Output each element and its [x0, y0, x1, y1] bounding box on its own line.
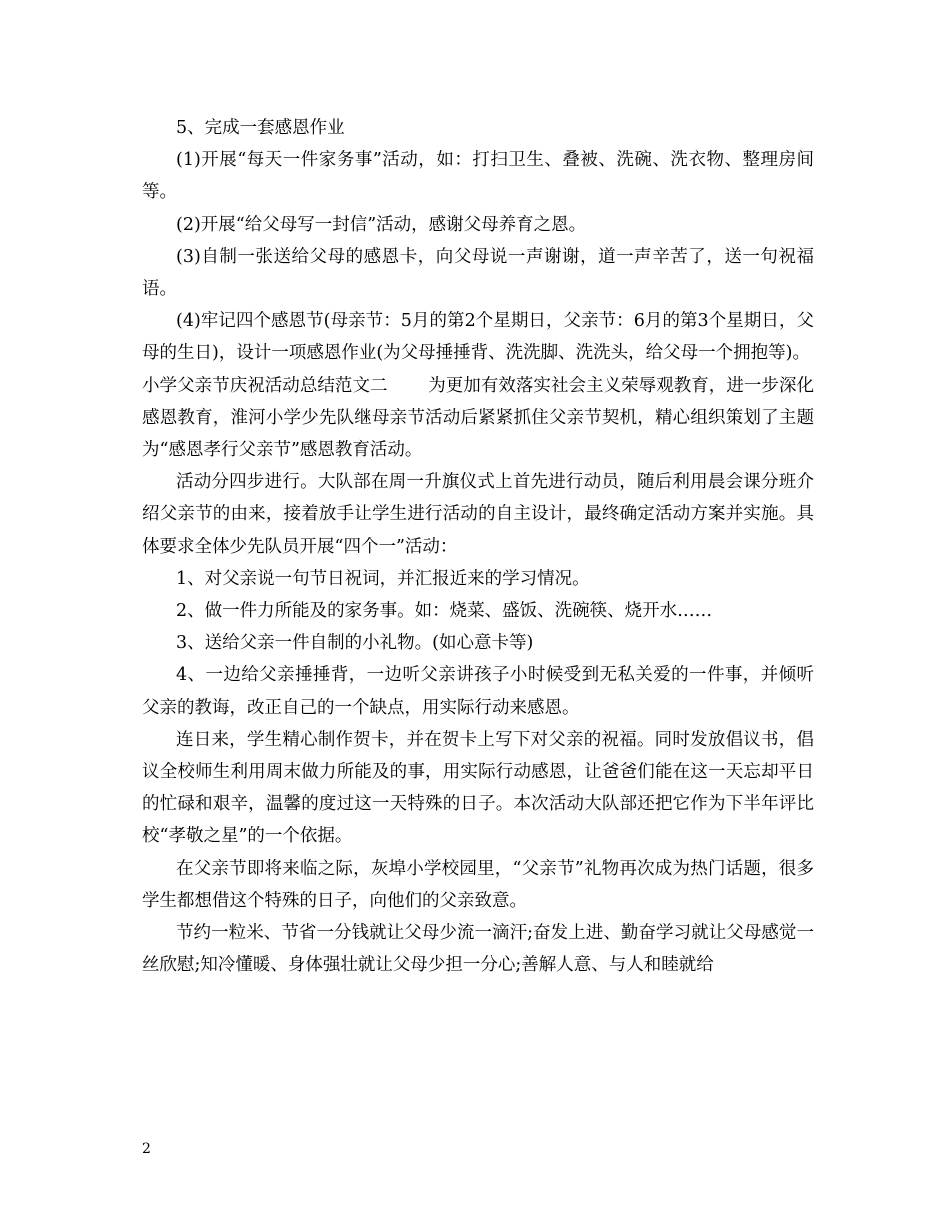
page-number: 2: [142, 1141, 151, 1157]
paragraph-9: 2、做一件力所能及的家务事。如：烧菜、盛饭、洗碗筷、烧开水……: [176, 601, 713, 622]
paragraph-12: 连日来，学生精心制作贺卡，并在贺卡上写下对父亲的祝福。同时发放倡议书，倡议全校师生利用周末做力所能及的事，用实际行动感恩，让爸爸们能在这一天忘却平日的忙碌和艰辛，温馨的度过这一天特殊的日子。本次活动大队部还把它作为下半年评比校“孝敬之星”的一个依据。: [142, 729, 814, 847]
paragraph-13: 在父亲节即将来临之际，灰埠小学校园里，“父亲节”礼物再次成为热门话题，很多学生都想借这个特殊的日子，向他们的父亲致意。: [142, 858, 814, 911]
paragraph-7: 活动分四步进行。大队部在周一升旗仪式上首先进行动员，随后利用晨会课分班介绍父亲节的由来，接着放手让学生进行活动的自主设计，最终确定活动方案并实施。具体要求全体少先队员开展“四个一”活动：: [142, 472, 814, 557]
paragraph-1: 5、完成一套感恩作业: [176, 118, 345, 138]
paragraph-10: 3、送给父亲一件自制的小礼物。(如心意卡等): [176, 633, 534, 654]
paragraph-4: (3)自制一张送给父母的感恩卡，向父母说一声谢谢，道一声辛苦了，送一句祝福语。: [142, 246, 814, 300]
paragraph-2: (1)开展“每天一件家务事”活动，如：打扫卫生、叠被、洗碗、洗衣物、整理房间等。: [142, 150, 814, 203]
paragraph-3: (2)开展“给父母写一封信”活动，感谢父母养育之恩。: [176, 214, 587, 235]
paragraph-11: 4、一边给父亲捶捶背，一边听父亲讲孩子小时候受到无私关爱的一件事，并倾听父亲的教诲，改正自己的一个缺点，用实际行动来感恩。: [142, 665, 814, 718]
paragraph-5: (4)牢记四个感恩节(母亲节：5月的第2个星期日，父亲节：6月的第3个星期日，父母的生日)，设计一项感恩作业(为父母捶捶背、洗洗脚、洗洗头，给父母一个拥抱等)。: [142, 311, 814, 364]
section-heading-paragraph: 小学父亲节庆祝活动总结范文二 为更加有效落实社会主义荣辱观教育，进一步深化感恩教育，淮河小学少先队继母亲节活动后紧紧抓住父亲节契机，精心组织策划了主题为“感恩孝行父亲节”感恩教育活动。: [142, 375, 814, 461]
paragraph-14: 节约一粒米、节省一分钱就让父母少流一滴汗;奋发上进、勤奋学习就让父母感觉一丝欣慰;知冷懂暖、身体强壮就让父母少担一分心;善解人意、与人和睦就给: [142, 923, 814, 976]
paragraph-8: 1、对父亲说一句节日祝词，并汇报近来的学习情况。: [176, 568, 590, 589]
document-body: [142, 112, 814, 981]
